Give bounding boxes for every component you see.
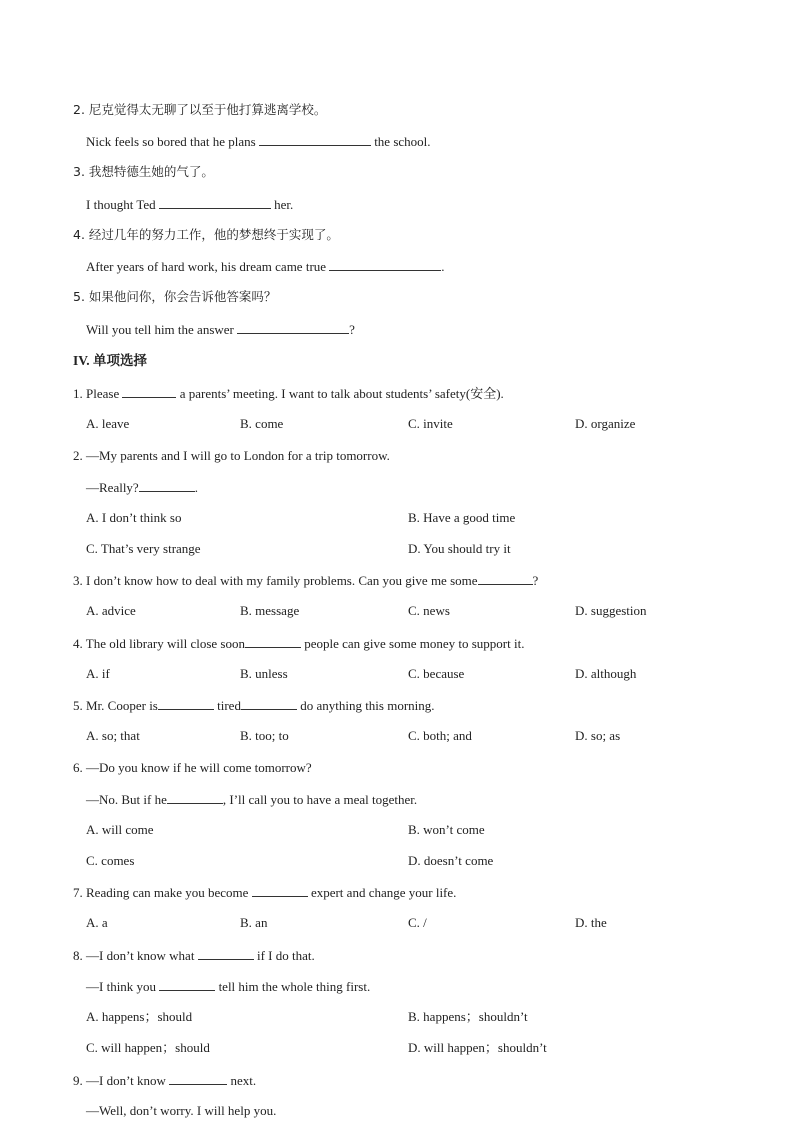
sentence-text: Will you tell him the answer [86,322,238,337]
question-8-option-c[interactable]: C. will happen；should [86,1040,210,1055]
stem-text: do anything this morning. [296,698,435,713]
question-7-option-d[interactable]: D. the [575,915,607,930]
stem-text: people can give some money to support it. [300,636,525,651]
stem-text: if I do that. [253,948,315,963]
question-3-option-a[interactable]: A. advice [86,603,136,618]
question-5-option-c[interactable]: C. both; and [408,728,472,743]
stem-text: , I’ll call you to have a meal together. [222,792,418,807]
translation-4-english [86,258,445,275]
stem-text: tell him the whole thing first. [215,979,371,994]
question-1-option-d[interactable]: D. organize [575,416,636,431]
question-1-stem [73,385,504,402]
stem-text: . [194,480,198,495]
section-heading: IV. 单项选择 [73,353,148,368]
answer-blank[interactable] [122,385,176,398]
stem-text: —Really? [86,480,139,495]
sentence-text: Nick feels so bored that he plans [86,134,259,149]
answer-blank[interactable] [198,947,254,960]
question-3-option-d[interactable]: D. suggestion [575,603,647,618]
question-9-stem [73,1072,256,1089]
sentence-text: ? [349,322,355,337]
stem-text: 9. —I don’t know [73,1073,170,1088]
answer-blank[interactable] [167,791,223,804]
stem-text: a parents’ meeting. I want to talk about students’ safety(安全). [176,386,504,401]
translation-2-chinese: 2. 尼克觉得太无聊了以至于他打算逃离学校。 [73,102,327,117]
stem-text: tired [213,698,241,713]
translation-5-english [86,321,355,338]
answer-blank[interactable] [169,1072,227,1085]
question-7-option-c[interactable]: C. / [408,915,427,930]
answer-blank[interactable] [259,133,371,146]
question-1-option-c[interactable]: C. invite [408,416,453,431]
question-6-reply [86,791,417,808]
question-4-option-c[interactable]: C. because [408,666,465,681]
answer-blank[interactable] [245,635,301,648]
stem-text: 8. —I don’t know what [73,948,198,963]
translation-3-chinese: 3. 我想特德生她的气了。 [73,164,214,179]
answer-blank[interactable] [241,697,297,710]
question-2-option-a[interactable]: A. I don’t think so [86,510,182,525]
sentence-text: the school. [370,134,431,149]
question-2-stem: 2. —My parents and I will go to London for a trip tomorrow. [73,448,390,463]
question-6-option-a[interactable]: A. will come [86,822,154,837]
sentence-text: her. [270,197,294,212]
stem-text: 5. Mr. Cooper is [73,698,158,713]
stem-text: ? [532,573,539,588]
question-8-reply [86,978,370,995]
question-5-option-a[interactable]: A. so; that [86,728,140,743]
sentence-text: I thought Ted [86,197,159,212]
stem-text: 3. I don’t know how to deal with my family problems. Can you give me some [73,573,478,588]
stem-text: 7. Reading can make you become [73,885,252,900]
answer-blank[interactable] [478,572,533,585]
question-2-reply [86,479,198,496]
question-8-option-d[interactable]: D. will happen；shouldn’t [408,1040,547,1055]
question-6-option-d[interactable]: D. doesn’t come [408,853,494,868]
question-3-option-b[interactable]: B. message [240,603,300,618]
answer-blank[interactable] [159,978,215,991]
question-4-option-b[interactable]: B. unless [240,666,288,681]
question-9-reply: —Well, don’t worry. I will help you. [86,1103,277,1118]
answer-blank[interactable] [139,479,195,492]
question-7-option-a[interactable]: A. a [86,915,108,930]
answer-blank[interactable] [252,884,308,897]
question-7-option-b[interactable]: B. an [240,915,268,930]
translation-3-english [86,196,293,213]
sentence-text: After years of hard work, his dream came true [86,259,330,274]
question-2-option-b[interactable]: B. Have a good time [408,510,516,525]
question-7-stem [73,884,456,901]
translation-2-english [86,133,431,150]
question-6-option-b[interactable]: B. won’t come [408,822,485,837]
question-6-option-c[interactable]: C. comes [86,853,135,868]
question-8-option-b[interactable]: B. happens；shouldn’t [408,1009,528,1024]
question-3-stem [73,572,538,589]
question-5-option-b[interactable]: B. too; to [240,728,289,743]
stem-text: 1. Please [73,386,123,401]
question-6-stem: 6. —Do you know if he will come tomorrow? [73,760,312,775]
stem-text: —I think you [86,979,160,994]
answer-blank[interactable] [329,258,441,271]
stem-text: 4. The old library will close soon [73,636,245,651]
question-5-stem [73,697,435,714]
stem-text: expert and change your life. [307,885,457,900]
sentence-text: . [441,259,445,274]
answer-blank[interactable] [237,321,349,334]
answer-blank[interactable] [159,196,271,209]
question-4-stem [73,635,524,652]
stem-text: —No. But if he [86,792,167,807]
question-3-option-c[interactable]: C. news [408,603,450,618]
question-1-option-b[interactable]: B. come [240,416,284,431]
question-8-option-a[interactable]: A. happens；should [86,1009,193,1024]
question-8-stem [73,947,315,964]
question-4-option-d[interactable]: D. although [575,666,637,681]
stem-text: next. [227,1073,257,1088]
question-2-option-d[interactable]: D. You should try it [408,541,511,556]
answer-blank[interactable] [158,697,214,710]
translation-4-chinese: 4. 经过几年的努力工作，他的梦想终于实现了。 [73,227,339,242]
translation-5-chinese: 5. 如果他问你，你会告诉他答案吗？ [73,289,277,304]
question-2-option-c[interactable]: C. That’s very strange [86,541,201,556]
question-1-option-a[interactable]: A. leave [86,416,130,431]
question-4-option-a[interactable]: A. if [86,666,110,681]
question-5-option-d[interactable]: D. so; as [575,728,621,743]
